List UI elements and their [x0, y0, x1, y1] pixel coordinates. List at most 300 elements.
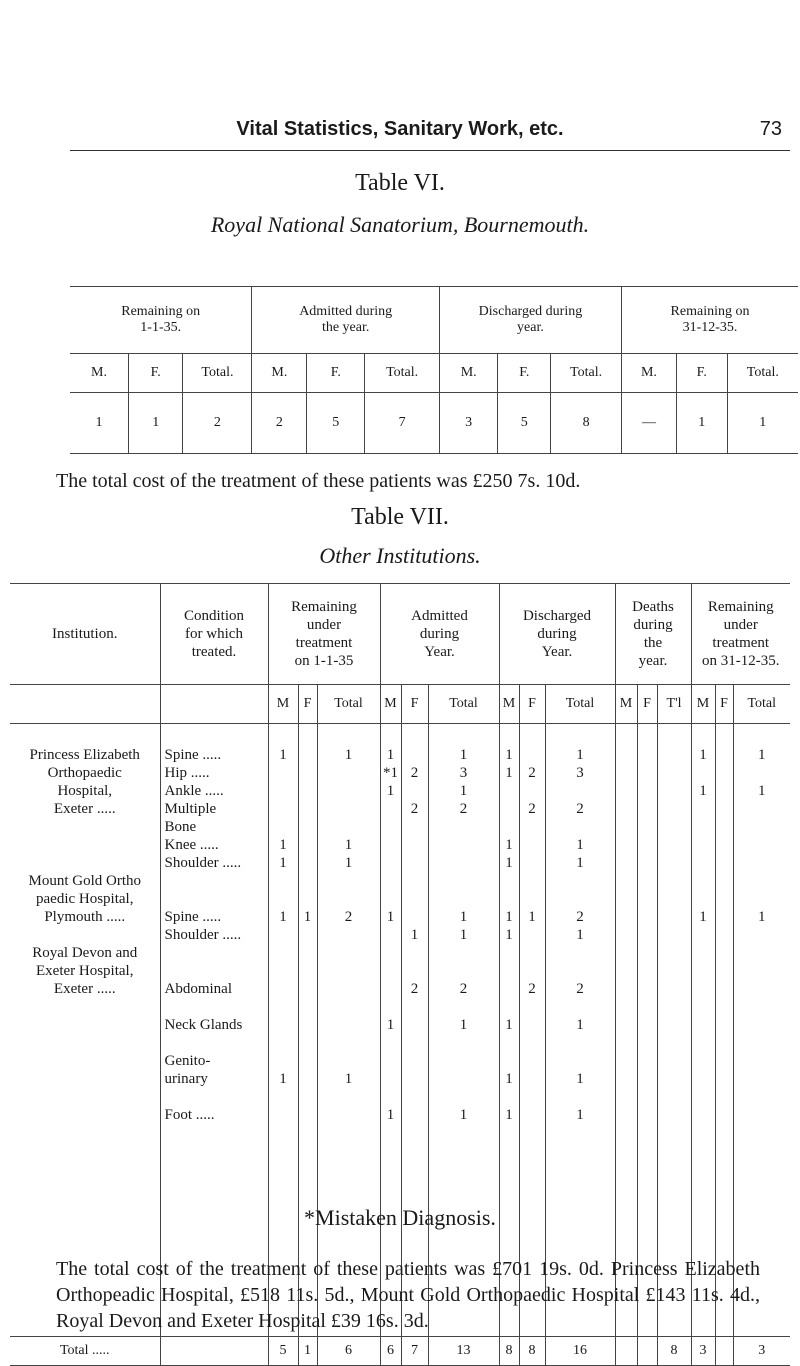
table7-cell: [692, 818, 715, 836]
table7-cell: [546, 962, 615, 980]
table7-institution-line: paedic Hospital,: [36, 891, 134, 907]
table7-cell: [638, 980, 657, 998]
table7-condition: Knee .....: [164, 837, 219, 853]
table7-institution-line: [10, 1034, 160, 1052]
table6-subheader: F.: [676, 354, 727, 393]
table7-cell: [638, 782, 657, 800]
table7-cell: [616, 980, 637, 998]
table7-cell: [546, 1052, 615, 1070]
table7-cell: [429, 872, 499, 890]
table7-cell: [520, 1052, 545, 1070]
table7-cell: [616, 1034, 637, 1052]
table7-cell: [716, 1016, 733, 1034]
table7-cell: [318, 800, 380, 818]
table7-cell: 1: [279, 747, 287, 763]
table6-value: 1: [95, 415, 103, 430]
table7-column: [298, 724, 317, 1337]
table7-cell: [692, 1070, 715, 1088]
table7-cell: [716, 854, 733, 872]
table7-header-remaining-end: [691, 584, 790, 685]
table7-cell: [381, 944, 401, 962]
table7-cell: [402, 998, 428, 1016]
table7-header-remaining-start-line: Remaining: [291, 599, 357, 615]
table7-cell: 1: [505, 909, 513, 925]
table7-cell: 1: [386, 747, 395, 763]
table7-cell: [500, 1088, 519, 1106]
table7-condition: Shoulder .....: [164, 927, 242, 943]
table7-header-remaining-start: [268, 584, 380, 685]
table7-cell: [402, 944, 428, 962]
table6-group-header-line: Discharged during: [478, 304, 583, 319]
table7-cell: [318, 1016, 380, 1034]
table7-cell: [402, 818, 428, 836]
table7-cell: [546, 998, 615, 1016]
table7-cell: [402, 1088, 428, 1106]
table7-cell: 2: [576, 801, 584, 817]
table7-cell: [269, 764, 298, 782]
table7-cell: [638, 908, 657, 926]
table7-subheader: T'l: [657, 685, 691, 724]
table7-header-remaining-start-line: on 1-1-35: [294, 653, 354, 669]
table7-cell: [638, 962, 657, 980]
table7-cell: [429, 854, 499, 872]
table7-cell: [299, 890, 317, 908]
table7-condition: Bone: [164, 819, 197, 835]
table7-institution-line: Exeter .....: [53, 801, 116, 817]
table6-cost-note: The total cost of the treatment of these patients was £250 7s. 10d.: [56, 470, 581, 492]
table7-cell: [716, 1052, 733, 1070]
table6-subheader: F.: [307, 354, 365, 393]
table7-column: [268, 724, 298, 1337]
table7-cell: [546, 782, 615, 800]
table6-subheader: F.: [129, 354, 183, 393]
table7-cell: [638, 944, 657, 962]
table7-cell: [716, 908, 733, 926]
table6-subtitle: Royal National Sanatorium, Bournemouth.: [210, 212, 590, 237]
table7-cell: [658, 818, 691, 836]
table7-cell: 1: [279, 855, 287, 871]
table7-cell: 1: [758, 909, 766, 925]
table7-cell: [616, 836, 637, 854]
table7-cell: [299, 980, 317, 998]
table7-cell: [692, 926, 715, 944]
table7-cell: [318, 782, 380, 800]
table7-cell: [299, 818, 317, 836]
table7-cell: [269, 800, 298, 818]
table7-cell: [381, 854, 401, 872]
table7-institution-line: Hospital,: [57, 783, 113, 799]
table7-cell: [616, 908, 637, 926]
table7-cell: 1: [758, 783, 766, 799]
table7-cell: [638, 764, 657, 782]
table7-cell: [269, 980, 298, 998]
table7-cell: [381, 1052, 401, 1070]
table7-subheader: M: [380, 685, 401, 724]
table7-cell: 2: [576, 909, 584, 925]
table7-cell: [546, 890, 615, 908]
table6-group-header: [622, 287, 798, 354]
table7-cell: [500, 944, 519, 962]
table7-cell: 2: [459, 801, 468, 817]
table7-condition: Ankle .....: [164, 783, 224, 799]
table6: [70, 286, 798, 454]
table7-cell: [658, 836, 691, 854]
table7-cell: 1: [386, 909, 395, 925]
table7-cell: [616, 764, 637, 782]
table7-cell: 1: [505, 1017, 513, 1033]
table7-cell: [318, 980, 380, 998]
table6-subheader: Total.: [183, 354, 252, 393]
table7-cell: [616, 818, 637, 836]
table7-header-deaths-line: the: [643, 635, 663, 651]
table7-institution-line: [10, 1052, 160, 1070]
table7-cell: 1: [576, 855, 584, 871]
table7-cell: [658, 1088, 691, 1106]
table7-cell: [692, 854, 715, 872]
table7-cell: 1: [459, 927, 468, 943]
table7-cell: 1: [344, 747, 353, 763]
table7-cell: 1: [699, 783, 707, 799]
table7-institution-line: [10, 926, 160, 944]
table6-value: 2: [252, 393, 307, 454]
table7-cell: [638, 746, 657, 764]
table7-cell: [520, 1016, 545, 1034]
table7-total: 3: [691, 1337, 715, 1366]
table7-cell: [616, 872, 637, 890]
table7-cell: [269, 1052, 298, 1070]
table7-header-deaths-line: year.: [638, 653, 668, 669]
table7-subheader: F: [715, 685, 733, 724]
table7-total: 3: [733, 1337, 790, 1366]
table7-cell: 1: [699, 747, 707, 763]
table7-cell: [692, 944, 715, 962]
table7-cell: [520, 944, 545, 962]
table7-cell: [520, 1034, 545, 1052]
table7-total: 1: [298, 1337, 317, 1366]
table7-institution-line: Orthopaedic: [47, 765, 122, 781]
table7-cell: [429, 1034, 499, 1052]
table7-cell: [692, 872, 715, 890]
table7-cell: [402, 890, 428, 908]
table7-cell: [520, 890, 545, 908]
table7-cell: [734, 764, 791, 782]
table7-cell: [658, 980, 691, 998]
table7-cell: [299, 962, 317, 980]
table7-cell: [658, 1052, 691, 1070]
table7-total-blank: [160, 1337, 268, 1366]
table7-condition: [165, 962, 268, 980]
table7-header-remaining-end-line: treatment: [712, 635, 770, 651]
table7-cell: [546, 872, 615, 890]
table7-cell: [734, 872, 791, 890]
table7-cell: [658, 746, 691, 764]
table7-cell: [299, 1034, 317, 1052]
table7-cell: 1: [459, 747, 468, 763]
table7-cell: [299, 746, 317, 764]
table6-subheader: M.: [622, 354, 677, 393]
table7-conditions: [160, 724, 268, 1337]
table7-cell: [692, 1052, 715, 1070]
table6-group-header: [70, 287, 252, 354]
table7-condition: Genito-: [164, 1053, 211, 1069]
table6-group-header-line: the year.: [321, 320, 370, 335]
table7-cell: [734, 980, 791, 998]
table7-institution-line: Exeter .....: [53, 981, 116, 997]
table7-cell: [318, 998, 380, 1016]
table7-cell: [269, 890, 298, 908]
table7-institution-line: Exeter Hospital,: [36, 963, 134, 979]
table7-title: Table VII.: [351, 504, 449, 530]
table7-cell: [381, 962, 401, 980]
table7-cell: [429, 944, 499, 962]
running-title: Vital Statistics, Sanitary Work, etc.: [236, 118, 564, 140]
table7-cell: [692, 836, 715, 854]
footnote: *Mistaken Diagnosis.: [304, 1205, 496, 1230]
table7-cell: [616, 800, 637, 818]
table7-cell: [616, 1106, 637, 1124]
table6-value: 1: [676, 393, 727, 454]
table7-cell: [716, 1106, 733, 1124]
header-rule: [70, 150, 790, 151]
table7-cell: [500, 1034, 519, 1052]
table7-cell: [402, 746, 428, 764]
table7-cell: [402, 854, 428, 872]
table7-cell: [658, 962, 691, 980]
table7-cell: [429, 1088, 499, 1106]
table7-cell: [716, 998, 733, 1016]
table7-total: 8: [519, 1337, 545, 1366]
table7-cell: [269, 872, 298, 890]
table7-cell: [616, 944, 637, 962]
table7-cell: [299, 872, 317, 890]
table7-header-remaining-end-line: on 31-12-35.: [702, 653, 780, 669]
table7-header-remaining-end-line: Remaining: [707, 599, 774, 615]
table6-subheader: M.: [252, 354, 307, 393]
table7-cell: [616, 746, 637, 764]
table7-cell: [638, 872, 657, 890]
table7-cell: [658, 1016, 691, 1034]
table7-cell: [520, 1088, 545, 1106]
table7-condition: urinary: [164, 1071, 208, 1087]
table7-cell: [318, 764, 380, 782]
table7-cell: [269, 944, 298, 962]
table6-value: 1: [727, 393, 798, 454]
table7-cell: [381, 872, 401, 890]
table7-total: 6: [317, 1337, 380, 1366]
table7-cell: [638, 1016, 657, 1034]
table7-cell: [429, 836, 499, 854]
table7-cell: 1: [344, 1071, 353, 1087]
table7-cell: [429, 1052, 499, 1070]
table7-cell: [716, 872, 733, 890]
table7-cell: [500, 962, 519, 980]
table7-cell: [402, 1052, 428, 1070]
table7-cell: [734, 962, 791, 980]
table7-cell: [429, 818, 499, 836]
table7-cell: [402, 908, 428, 926]
table7-header-condition: [160, 584, 268, 685]
table7-total-label: Total .....: [10, 1337, 160, 1366]
table7-cell: [299, 926, 317, 944]
table7-cell: [692, 962, 715, 980]
table7-cell: 1: [758, 747, 766, 763]
table7-cell: [500, 998, 519, 1016]
table7-cell: [299, 836, 317, 854]
table7-cell: [546, 1034, 615, 1052]
table7-cell: [520, 1070, 545, 1088]
table7-subheader: F: [401, 685, 428, 724]
table7-condition: [165, 872, 268, 890]
table7-cell: 3: [459, 765, 468, 781]
table7-column: [499, 724, 519, 1337]
table7-column: [733, 724, 790, 1337]
table7-column: [715, 724, 733, 1337]
table7-cell: [402, 1070, 428, 1088]
table7-cell: [546, 818, 615, 836]
table7-cell: [381, 926, 401, 944]
table7-institution-line: [10, 1088, 160, 1106]
table7-header-condition-line: Condition: [183, 608, 244, 624]
table7-cell: [402, 872, 428, 890]
table7-cell: [716, 836, 733, 854]
table7: [10, 583, 790, 1366]
table7-cell: [658, 872, 691, 890]
table7-cell: [638, 926, 657, 944]
table7-cell: [692, 890, 715, 908]
table7-cell: [318, 872, 380, 890]
table7-cell: [269, 818, 298, 836]
table7-cell: [381, 800, 401, 818]
table7-cell: 1: [279, 909, 287, 925]
table7-cell: 1: [576, 1017, 584, 1033]
table7-cell: [692, 1034, 715, 1052]
table7-cell: [616, 1070, 637, 1088]
table7-cell: [658, 764, 691, 782]
table7-header-admitted-line: Admitted: [411, 608, 468, 624]
table7-cell: [638, 1052, 657, 1070]
table7-subheader: M: [268, 685, 298, 724]
table6-value: 1: [129, 393, 183, 454]
table7-subheader-blank: [10, 685, 160, 724]
table6-value: 5: [498, 393, 551, 454]
table7-cell: 1: [576, 1107, 584, 1123]
table7-cell: 1: [459, 783, 468, 799]
table7-cell: [429, 998, 499, 1016]
table7-cell: 1: [576, 747, 584, 763]
table7-cell: [269, 1106, 298, 1124]
table7-cell: [616, 962, 637, 980]
table7-subheader: M: [615, 685, 637, 724]
table7-cell: *1: [383, 765, 398, 781]
table7-cell: [734, 1088, 791, 1106]
table7-cell: [299, 800, 317, 818]
table7-subheader: M: [499, 685, 519, 724]
table7-column: [615, 724, 637, 1337]
table7-cell: [658, 854, 691, 872]
table7-institution-line: [10, 818, 160, 836]
table7-cell: [520, 926, 545, 944]
table7-cell: [500, 1052, 519, 1070]
table7-cell: [381, 890, 401, 908]
table7-cell: [734, 1034, 791, 1052]
table7-condition: [165, 1088, 268, 1106]
table7-cell: [638, 1106, 657, 1124]
table7-cell: [269, 998, 298, 1016]
table7-header-deaths: [615, 584, 691, 685]
table7-cell: [546, 1088, 615, 1106]
table7-cell: 1: [505, 855, 513, 871]
table7-institution-line: [10, 1070, 160, 1088]
table7-cell: 1: [576, 1071, 584, 1087]
table7-cell: 2: [410, 765, 419, 781]
table6-group-header-line: Admitted during: [299, 304, 393, 319]
table7-subheader: Total: [317, 685, 380, 724]
table7-cell: [658, 782, 691, 800]
table7-cell: [269, 782, 298, 800]
table7-cell: [716, 926, 733, 944]
table7-cell: [692, 1106, 715, 1124]
table7-cell: [402, 1016, 428, 1034]
table7-condition: Hip .....: [164, 765, 210, 781]
table7-cell: [616, 1052, 637, 1070]
table7-subheader: Total: [428, 685, 499, 724]
table7-cell: 2: [528, 981, 536, 997]
table7-cell: [318, 1034, 380, 1052]
table7-cell: [299, 782, 317, 800]
table7-cell: 1: [505, 747, 513, 763]
table7-header-admitted: [380, 584, 499, 685]
table7-cell: 1: [699, 909, 707, 925]
table7-condition: Foot .....: [164, 1107, 215, 1123]
table7-cell: [500, 782, 519, 800]
table7-cell: [520, 872, 545, 890]
table7-cell: [616, 926, 637, 944]
table7-column: [317, 724, 380, 1337]
table7-cell: [520, 746, 545, 764]
table7-cell: [638, 1088, 657, 1106]
table7-cell: 1: [459, 909, 468, 925]
table7-cell: 1: [505, 927, 513, 943]
table7-institutions: [10, 724, 160, 1337]
table7-cell: [402, 1034, 428, 1052]
table6-value: 5: [307, 393, 365, 454]
table7-cell: 1: [344, 837, 353, 853]
table7-cell: [638, 998, 657, 1016]
table7-cell: 1: [576, 837, 584, 853]
table7-cell: [299, 1106, 317, 1124]
table7-institution-line: Plymouth .....: [44, 909, 126, 925]
table7-cell: [381, 818, 401, 836]
table7-cell: 2: [410, 801, 419, 817]
table7-header-condition-line: for which: [185, 626, 243, 642]
table7-cell: [520, 818, 545, 836]
table7-cell: [318, 944, 380, 962]
table7-cell: [716, 890, 733, 908]
table7-subheader: Total: [545, 685, 615, 724]
table7-cell: [546, 944, 615, 962]
table7-cell: [520, 854, 545, 872]
table7-total: [615, 1337, 637, 1366]
table7-cell: 1: [528, 909, 536, 925]
table7-cell: [381, 998, 401, 1016]
table7-cell: [381, 980, 401, 998]
table7-cell: [269, 1016, 298, 1034]
table7-cell: [638, 800, 657, 818]
table7-cell: [734, 1106, 791, 1124]
table7-header-discharged-line: during: [537, 626, 577, 642]
table7-cell: [616, 854, 637, 872]
table7-cell: [520, 1106, 545, 1124]
